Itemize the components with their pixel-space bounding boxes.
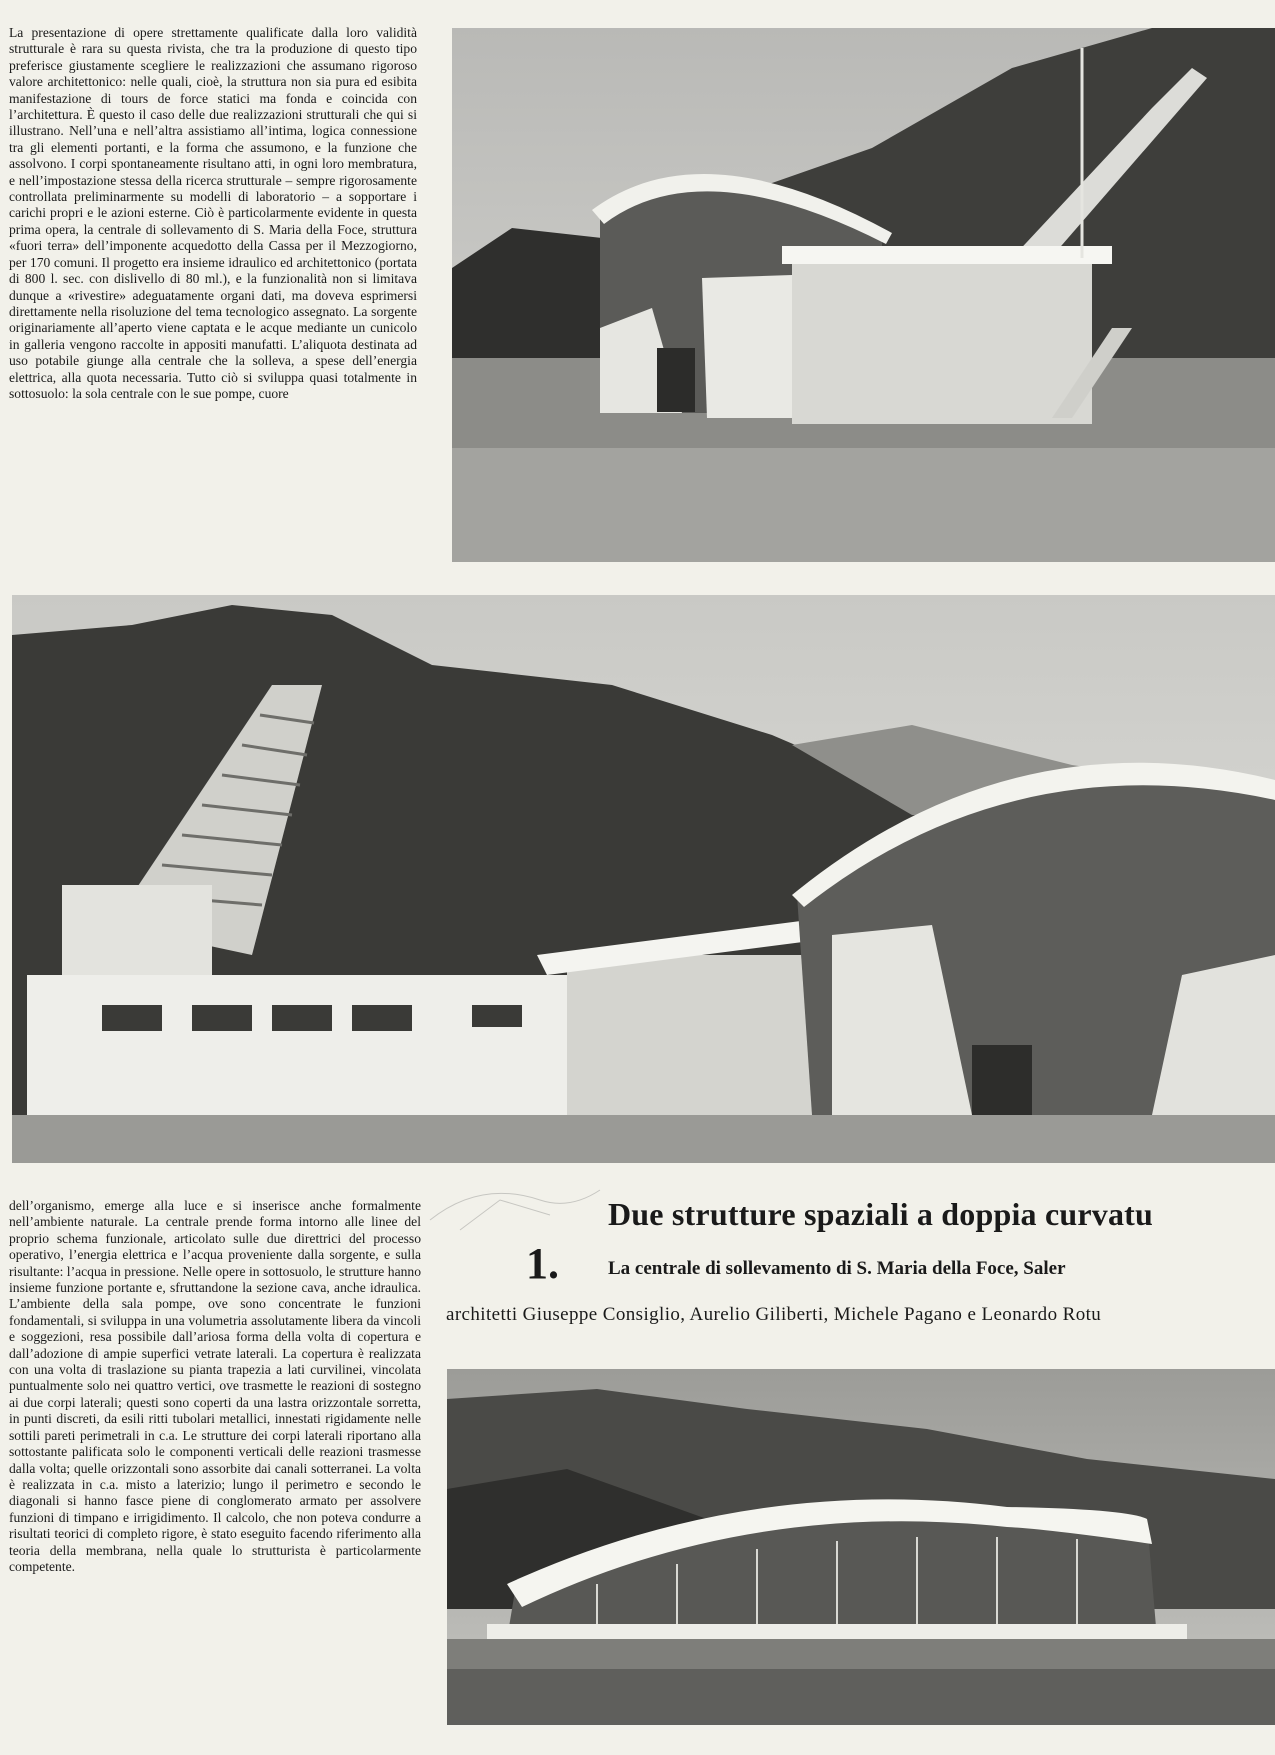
photo-middle-image <box>12 595 1275 1163</box>
photo-top <box>452 28 1275 562</box>
article-credits: architetti Giuseppe Consiglio, Aurelio Giliberti, Michele Pagano e Leonardo Rotu <box>446 1304 1102 1325</box>
photo-top-image <box>452 28 1275 562</box>
article-number: 1. <box>526 1239 559 1288</box>
photo-bottom-image <box>447 1369 1275 1725</box>
article-text-top: La presentazione di opere strettamente qualificate dalla loro validità strutturale è rara su questa rivista, che tra la produzione di questo tipo preferisce giustamente scegliere le realizzazioni che assumano rigoroso valore architettonico: nelle quali, cioè, la struttura non sia pura ed esibita manifestazione di tours de force statici ma fonda e coincida con l’architettura. È questo il caso delle due realizzazioni strutturali che qui si illustrano. Nell’una e nell’altra assistiamo all’intima, logica connessione tra gli elementi portanti, e la forma che assumono, e la funzione che assolvono. I corpi spontaneamente risultano atti, in ogni loro membratura, e nell’impostazione stessa della ricerca strutturale – sempre rigorosamente controllata preliminarmente su modelli di laboratorio – a sopportare i carichi propri e le azioni esterne. Ciò è particolarmente evidente in questa prima opera, la centrale di sollevamento di S. Maria della Foce, struttura «fuori terra» dell’imponente acquedotto della Cassa per il Mezzogiorno, per 170 comuni. Il progetto era insieme idraulico ed architettonico (portata di 800 l. sec. con dislivello di 80 ml.), e la funzionalità non si limitava dunque a «rivestire» adeguatamente organi dati, ma doveva esprimersi direttamente nella risoluzione del tema tecnologico assegnato. La sorgente originariamente all’aperto viene captata e le acque mediante un cunicolo in galleria vengono raccolte in appositi manufatti. L’aliquota destinata ad uso potabile giunge alla centrale che la solleva, a spese dell’energia elettrica, alla quota necessaria. Tutto ciò si sviluppa quasi totalmente in sottosuolo: la sola centrale con le sue pompe, cuore <box>9 25 417 401</box>
article-title: Due strutture spaziali a doppia curvatu <box>608 1196 1154 1232</box>
article-subtitle: La centrale di sollevamento di S. Maria della Foce, Saler <box>608 1258 1066 1279</box>
photo-bottom <box>447 1369 1275 1725</box>
article-text-bottom: dell’organismo, emerge alla luce e si inserisce anche formalmente nell’ambiente naturale. La centrale prende forma intorno alle linee del proprio schema funzionale, articolato sulle due direttrici del processo operativo, l’energia elettrica e l’acqua proveniente dalla sorgente, e sulla risultante: l’acqua in pressione. Nelle opere in sottosuolo, le strutture hanno insieme funzione portante e, sfruttandone la sezione cava, anche idraulica. L’ambiente della sala pompe, ove sono concentrate le funzioni fondamentali, si sviluppa in una volumetria assolutamente libera da vincoli e soggezioni, resa possibile dall’ariosa forma della volta di copertura e dall’adozione di ampie superfici vetrate laterali. La copertura è realizzata con una volta di traslazione su pianta trapezia a lati curvilinei, vincolata puntualmente solo nei quattro vertici, ove trasmette le reazioni di sostegno ai due corpi laterali; questi sono coperti da una lastra orizzontale sorretta, in punti discreti, da esili ritti tubolari metallici, innestati rigidamente nelle sottili pareti perimetrali in c.a. Le strutture dei corpi laterali riportano alla sottostante palificata solo le componenti verticali delle reazioni trasmesse dalla volta; quelle orizzontali sono assorbite dai canali sotterranei. La volta è realizzata in c.a. misto a laterizio; lungo il perimetro e secondo le diagonali si hanno fasce piene di conglomerato armato per assolvere funzioni di timpano e irrigidimento. Il calcolo, che non poteva condurre a risultati teorici di completo rigore, è stato eseguito facendo riferimento alla teoria della membrana, nella quale lo strutturista è particolarmente competente. <box>9 1198 421 1574</box>
photo-middle <box>12 595 1275 1163</box>
pencil-sketch-mark <box>420 1170 610 1240</box>
